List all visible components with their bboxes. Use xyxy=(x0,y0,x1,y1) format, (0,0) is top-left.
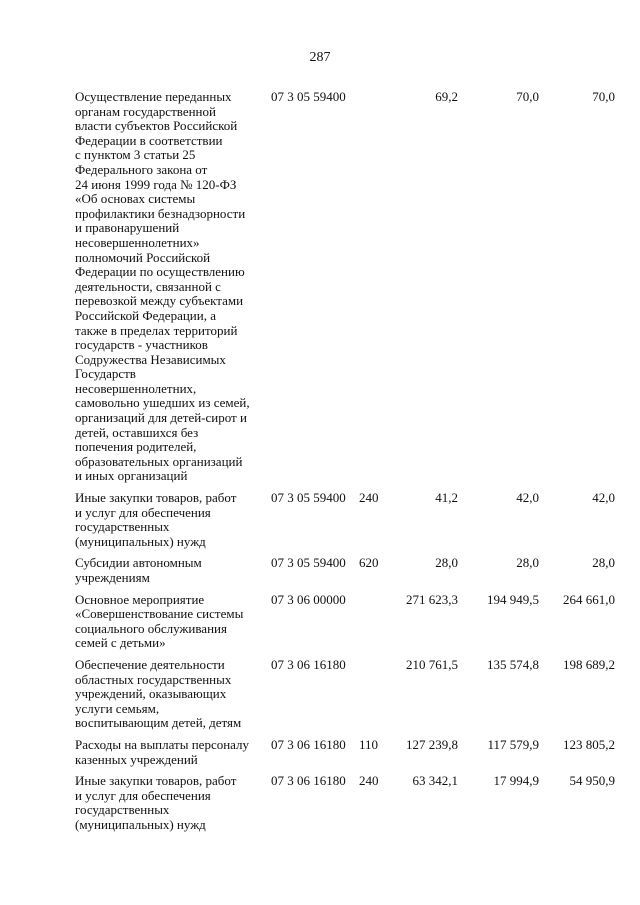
amount-year-1: 69,2 xyxy=(435,89,458,104)
expense-type-code: 620 xyxy=(359,555,379,571)
expense-name: Расходы на выплаты персоналу казенных учреждений xyxy=(75,736,250,767)
amount-year-1: 63 342,1 xyxy=(412,773,458,789)
expense-name: Обеспечение деятельности областных государственных учреждений, оказывающих услуги семьям, воспитывающим детей, детям xyxy=(75,656,242,731)
amount-year-3: 123 805,2 xyxy=(563,736,615,752)
amount-year-3: 70,0 xyxy=(592,89,615,104)
table-row xyxy=(75,738,615,774)
amount-year-1: 127 239,8 xyxy=(406,736,458,752)
page-number: 287 xyxy=(309,50,331,65)
amount-year-1: 28,0 xyxy=(435,555,458,571)
amount-year-3: 42,0 xyxy=(592,490,615,506)
expense-type-code xyxy=(359,90,391,491)
expense-type-code: 240 xyxy=(359,490,379,506)
amount-year-2: 70,0 xyxy=(516,89,539,104)
table-row xyxy=(75,556,615,592)
amount-year-2: 28,0 xyxy=(516,555,539,571)
amount-year-2: 194 949,5 xyxy=(487,591,539,607)
expense-type-code xyxy=(359,593,391,658)
amount-year-3: 198 689,2 xyxy=(563,656,615,672)
table-row xyxy=(75,593,615,658)
expense-name: Осуществление переданных органам государственной власти субъектов Российской Федерации в соответствии с пунктом 3 статьи 25 Федерального закона от 24 июня 1999 года № 120-ФЗ «Об основах системы профилактики безнадзорности и правонарушений несовершеннолетних» полномочий Российской Федерации по осуществлению деятельности, связанной с перевозкой между субъектами Российской Федерации, а также в пределах территорий государств - участников Содружества Независимых Государств несовершеннолетних, самовольно ушедших из семей, организаций для детей-сирот и детей, оставшихся без попечения родителей, образовательных организаций и иных организаций xyxy=(75,89,250,484)
expense-type-code: 240 xyxy=(359,773,379,789)
table-row xyxy=(75,90,615,491)
amount-year-2: 42,0 xyxy=(516,490,539,506)
target-article-code: 07 3 05 59400 xyxy=(271,490,346,506)
amount-year-2: 117 579,9 xyxy=(487,736,539,752)
expense-name: Иные закупки товаров, работ и услуг для обеспечения государственных (муниципальных) нужд xyxy=(75,773,237,832)
expense-name: Основное мероприятие «Совершенствование системы социального обслуживания семей с детьми» xyxy=(75,591,244,651)
target-article-code: 07 3 06 16180 xyxy=(271,736,346,752)
target-article-code: 07 3 06 16180 xyxy=(271,656,346,672)
amount-year-1: 271 623,3 xyxy=(406,591,458,607)
amount-year-1: 41,2 xyxy=(435,490,458,506)
table-row xyxy=(75,491,615,556)
expense-type-code xyxy=(359,658,391,738)
amount-year-2: 17 994,9 xyxy=(493,773,539,789)
table-row xyxy=(75,774,615,839)
amount-year-2: 135 574,8 xyxy=(487,656,539,672)
amount-year-3: 54 950,9 xyxy=(569,773,615,789)
target-article-code: 07 3 06 00000 xyxy=(271,591,346,607)
amount-year-3: 264 661,0 xyxy=(563,591,615,607)
amount-year-1: 210 761,5 xyxy=(406,656,458,672)
expense-type-code: 110 xyxy=(359,736,379,752)
amount-year-3: 28,0 xyxy=(592,555,615,571)
target-article-code: 07 3 05 59400 xyxy=(271,555,346,571)
expense-name: Иные закупки товаров, работ и услуг для обеспечения государственных (муниципальных) нужд xyxy=(75,490,237,549)
target-article-code: 07 3 06 16180 xyxy=(271,773,346,789)
table-row xyxy=(75,658,615,738)
budget-table xyxy=(75,90,615,840)
target-article-code: 07 3 05 59400 xyxy=(271,89,346,104)
expense-name: Субсидии автономным учреждениям xyxy=(75,555,202,585)
